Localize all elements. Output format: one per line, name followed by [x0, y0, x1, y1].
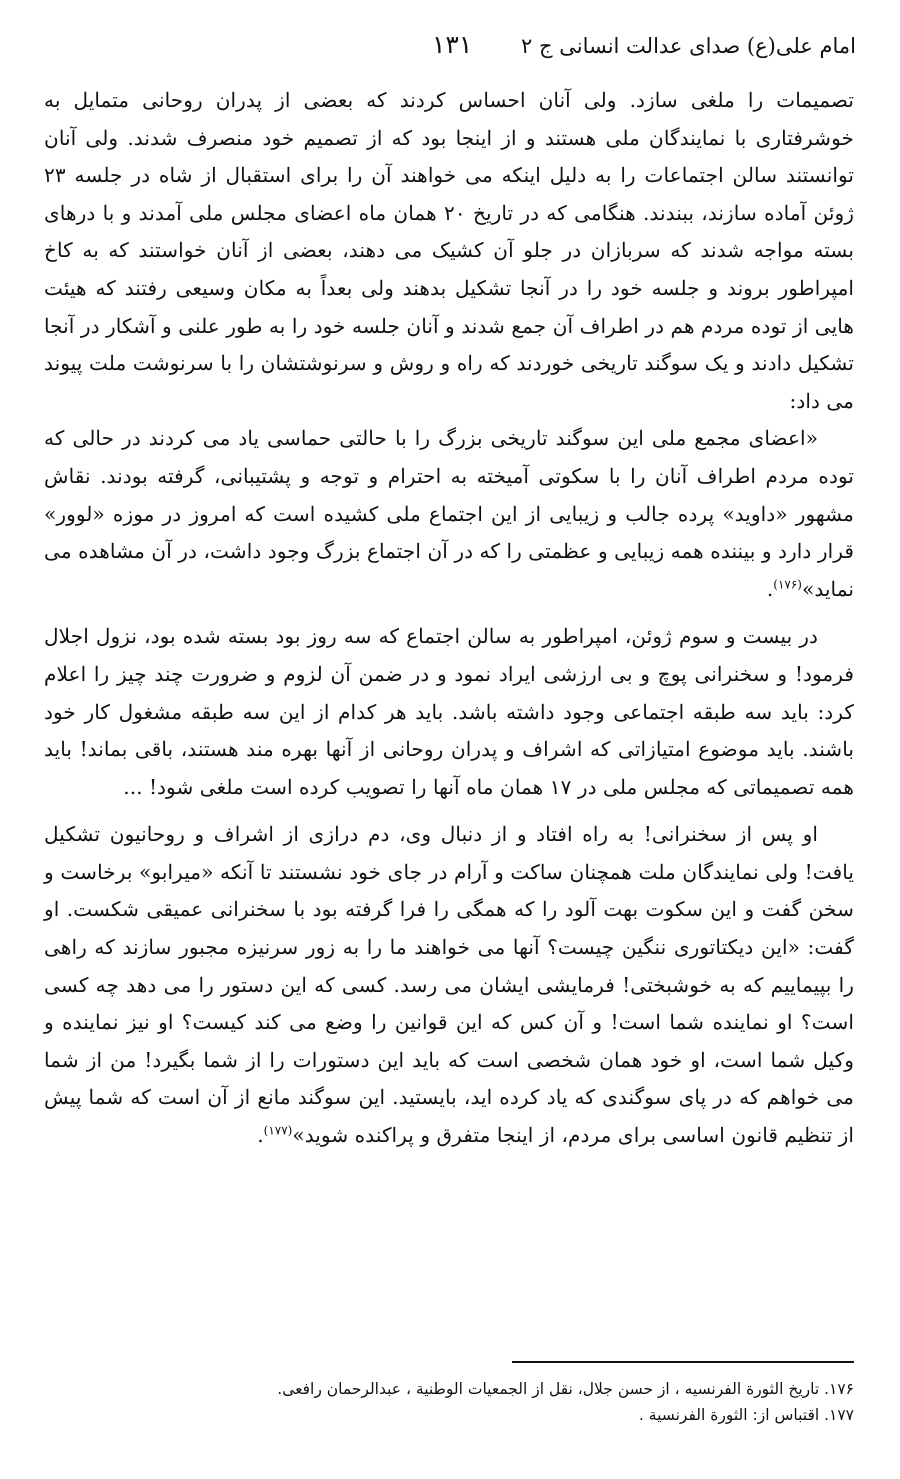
- paragraph-text: «اعضای مجمع ملی این سوگند تاریخی بزرگ را با حالتی حماسی یاد می کردند در حالی که توده مردم اطراف آنان را با سکوتی آمیخته به احترام و توجه و پشتیبانی، گرفته بودند. نقاش مشهور «داوید» پرده جالب و زیبایی از این اجتماع ملی کشیده است که امروز در موزه «لوور» قرار دارد و بیننده همه زیبایی و عظمتی را که در آن اجتماع بزرگ وجود داشت، در آن مشاهده می نماید»: [44, 426, 854, 601]
- footnote-177: ۱۷۷. اقتباس از: الثورة الفرنسیة .: [638, 1406, 854, 1424]
- footnotes: [44, 1376, 854, 1428]
- paragraph-text: تصمیمات را ملغی سازد. ولی آنان احساس کردند که بعضی از پدران روحانی متمایل به خوشرفتاری با نمایندگان ملی هستند و از اینجا بود که از تصمیم خود منصرف شدند. ولی آنان توانستند سالن اجتماعات را به دلیل اینکه می خواهند آن را برای استقبال از شاه در جلسه ۲۳ ژوئن آماده سازند، ببندند. هنگامی که در تاریخ ۲۰ همان ماه اعضای مجلس ملی آمدند و با درهای بسته مواجه شدند که سربازان در جلو آن کشیک می دهند، بعضی از آنان خواستند که به کاخ امپراطور بروند و جلسه خود را در آنجا تشکیل بدهند ولی بعداً به مکان وسیعی رفتند که هیئت هایی از توده مردم هم در اطراف آن جمع شدند و آنان جلسه خود را به طور علنی و آشکار در آنجا تشکیل دادند و یک سوگند تاریخی خوردند که راه و روش و سرنوشتشان را با سرنوشت ملت پیوند می داد:: [44, 88, 855, 413]
- paragraph: [44, 82, 854, 420]
- paragraph-tail: .: [257, 1123, 264, 1148]
- paragraph-tail: .: [766, 576, 774, 601]
- paragraph: [44, 816, 854, 1154]
- body-text: [44, 82, 854, 1155]
- paragraph-text: او پس از سخنرانی! به راه افتاد و از دنبال وی، دم درازی از اشراف و روحانیون تشکیل یافت! ولی نمایندگان ملت همچنان ساکت و آرام در جای خود نشستند تا آنکه «میرابو» برخاست و سخن گفت و این سکوت بهت آلود را که همگی را فرا گرفته بود با سخنرانی عمیقی شکست. او گفت: «این دیکتاتوری ننگین چیست؟ آنها می خواهند ما را به زور سرنیزه مجبور سازند که راهی را بپیماییم که به خوشبختی! فرمایشی ایشان می رسد. کسی که این دستور را می دهد چه کسی است؟ او نماینده شما است! و آن کس که این قوانین را وضع می کند کیست؟ او نیز نماینده و وکیل شما است، او خود همان شخصی است که باید این دستورات را از شما بگیرد! من از شما می خواهم که در پای سوگندی که یاد کرده اید، بایستید. این سوگند مانع از آن است که شما پیش از تنظیم قانون اساسی برای مردم، از اینجا متفرق و پراکنده شوید»: [44, 822, 854, 1148]
- paragraph: [44, 618, 854, 806]
- footnote-divider: [512, 1361, 854, 1363]
- running-header: [44, 30, 856, 70]
- paragraph-text: در بیست و سوم ژوئن، امپراطور به سالن اجتماع که سه روز بود بسته شده بود، نزول اجلال فرمود! و سخنرانی پوچ و بی ارزشی ایراد نمود و در ضمن آن لزوم و ضرورت چند چیز را اعلام کرد: باید سه طبقه اجتماعی وجود داشته باشد. باید هر کدام از این سه طبقه مشغول کار خود باشند. باید موضوع امتیازاتی که اشراف و پدران روحانی از آنها بهره مند هستند، باقی بماند! باید همه تصمیماتی که مجلس ملی در ۱۷ همان ماه آنها را تصویب کرده است ملغی شود! ...: [44, 624, 854, 799]
- book-title: امام علی(ع) صدای عدالت انسانی ج ۲: [521, 34, 856, 58]
- page-number: ۱۳۱: [432, 30, 473, 59]
- quoted-paragraph: [44, 420, 854, 608]
- footnote-reference[interactable]: (۱۷۶): [773, 576, 802, 591]
- footnote-reference[interactable]: (۱۷۷): [263, 1123, 293, 1138]
- footnote-176: ۱۷۶. تاریخ الثورة الفرنسیه ، از حسن جلال، نقل از الجمعیات الوطنیة ، عبدالرحمان رافعی.: [277, 1380, 854, 1398]
